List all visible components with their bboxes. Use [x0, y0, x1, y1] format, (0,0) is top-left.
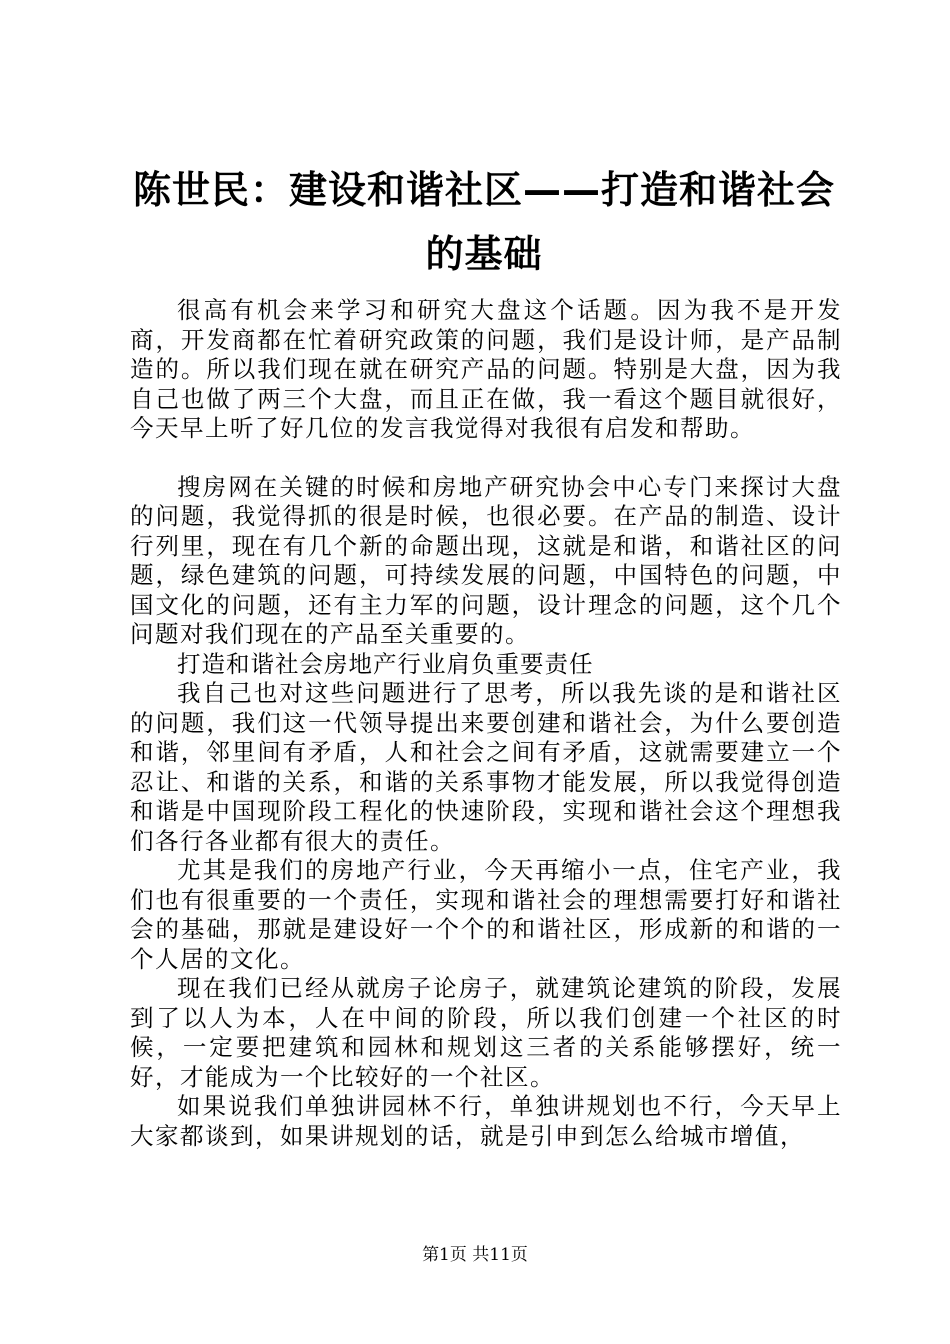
- paragraph-4: 尤其是我们的房地产行业，今天再缩小一点，住宅产业，我们也有很重要的一个责任，实现和谐社会的理想需要打好和谐社会的基础，那就是建设好一个个的和谐社区，形成新的和谐的一个人居的文化。: [130, 856, 842, 973]
- section-heading: 打造和谐社会房地产行业肩负重要责任: [177, 649, 594, 678]
- paragraph-3: 我自己也对这些问题进行了思考，所以我先谈的是和谐社区的问题，我们这一代领导提出来要创建和谐社会，为什么要创造和谐，邻里间有矛盾，人和社会之间有矛盾，这就需要建立一个忍让、和谐的关系，和谐的关系事物才能发展，所以我觉得创造和谐是中国现阶段工程化的快速阶段，实现和谐社会这个理想我们各行各业都有很大的责任。: [130, 679, 842, 855]
- page-footer: 第1页 共11页: [422, 1245, 528, 1265]
- paragraph-2: 搜房网在关键的时候和房地产研究协会中心专门来探讨大盘的问题，我觉得抓的很是时候，也很必要。在产品的制造、设计行列里，现在有几个新的命题出现，这就是和谐，和谐社区的问题，绿色建筑的问题，可持续发展的问题，中国特色的问题，中国文化的问题，还有主力军的问题，设计理念的问题，这个几个问题对我们现在的产品至关重要的。: [130, 472, 842, 648]
- paragraph-1: 很高有机会来学习和研究大盘这个话题。因为我不是开发商，开发商都在忙着研究政策的问题，我们是设计师，是产品制造的。所以我们现在就在研究产品的问题。特别是大盘，因为我自己也做了两三个大盘，而且正在做，我一看这个题目就很好，今天早上听了好几位的发言我觉得对我很有启发和帮助。: [130, 296, 842, 442]
- document-title: 陈世民：建设和谐社区——打造和谐社会的基础: [132, 168, 835, 276]
- document-body: [130, 296, 842, 1151]
- paragraph-5: 现在我们已经从就房子论房子，就建筑论建筑的阶段，发展到了以人为本，人在中间的阶段，所以我们创建一个社区的时候，一定要把建筑和园林和规划这三者的关系能够摆好，统一好，才能成为一个比较好的一个社区。: [130, 974, 842, 1091]
- paragraph-6: 如果说我们单独讲园林不行，单独讲规划也不行，今天早上大家都谈到，如果讲规划的话，就是引申到怎么给城市增值，: [130, 1092, 842, 1150]
